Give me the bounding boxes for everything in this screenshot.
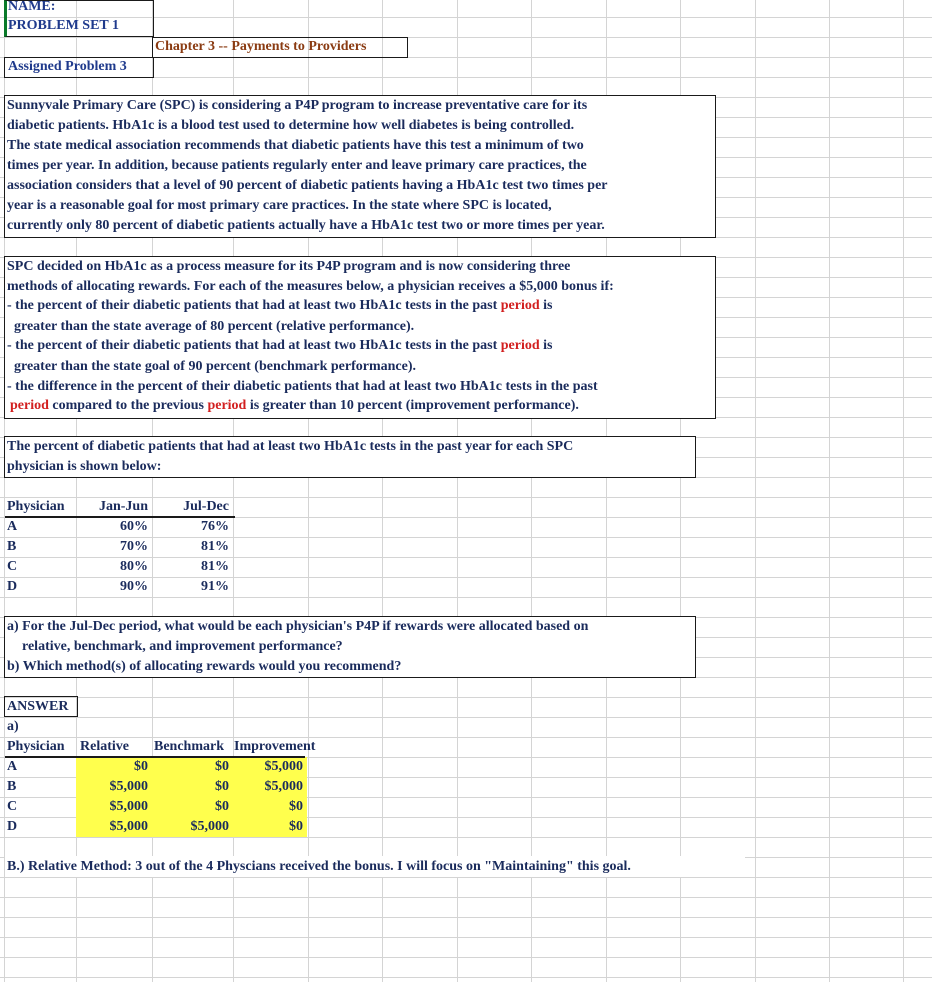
answer-header-relative: Relative [80, 739, 129, 754]
table-cell: $0 [215, 799, 229, 814]
method-relative-text: - the percent of their diabetic patients that had at least two HbA1c tests in the past [7, 298, 501, 313]
answer-header-physician: Physician [7, 739, 65, 754]
methods-line: SPC decided on HbA1c as a process measure for its P4P program and is now considering three [7, 259, 571, 274]
method-benchmark-is: is [539, 338, 553, 353]
method-benchmark-text: - the percent of their diabetic patients that had at least two HbA1c tests in the past [7, 338, 501, 353]
method-relative [7, 296, 552, 316]
intro-line: The state medical association recommends that diabetic patients have this test a minimum of two [7, 138, 584, 153]
table-cell: 81% [201, 539, 229, 554]
table-cell: $5,000 [264, 779, 303, 794]
table-cell: $5,000 [109, 779, 148, 794]
intro-line: association considers that a level of 90 percent of diabetic patients having a HbA1c test two times per [7, 178, 608, 193]
table1-header-juldec: Jul-Dec [183, 499, 229, 514]
intro-line: times per year. In addition, because patients regularly enter and leave primary care practices, the [7, 158, 587, 173]
table-row: C [7, 559, 18, 574]
intro-line: Sunnyvale Primary Care (SPC) is considering a P4P program to increase preventative care for its [7, 98, 588, 113]
intro-line: diabetic patients. HbA1c is a blood test used to determine how well diabetes is being controlled. [7, 118, 575, 133]
assigned-problem: Assigned Problem 3 [8, 59, 127, 74]
table-row: D [7, 819, 18, 834]
method-benchmark [7, 336, 552, 356]
table-row: D [7, 579, 18, 594]
question-a-cont: relative, benchmark, and improvement performance? [22, 639, 343, 654]
period-word: period [10, 398, 49, 413]
table-cell: $0 [134, 759, 148, 774]
table-cell: 91% [201, 579, 229, 594]
method-improvement: - the difference in the percent of their diabetic patients that had at least two HbA1c tests in the past [7, 379, 598, 394]
table-cell: $5,000 [109, 799, 148, 814]
method-benchmark-cont: greater than the state goal of 90 percent (benchmark performance). [14, 359, 417, 374]
table-cell: 81% [201, 559, 229, 574]
intro-line: currently only 80 percent of diabetic patients actually have a HbA1c test two or more times per year. [7, 218, 605, 233]
name-label: NAME: [8, 0, 56, 14]
answer-header-improvement: Improvement [234, 739, 316, 754]
question-b: b) Which method(s) of allocating rewards would you recommend? [7, 659, 402, 674]
method-improvement-end: is greater than 10 percent (improvement performance). [246, 398, 579, 413]
table-cell: $5,000 [109, 819, 148, 834]
answer-part-b: B.) Relative Method: 3 out of the 4 Physcians received the bonus. I will focus on "Maintaining" this goal. [7, 859, 631, 874]
answer-part-a: a) [7, 719, 19, 734]
period-word: period [500, 338, 540, 353]
chapter-title: Chapter 3 -- Payments to Providers [155, 39, 367, 54]
answer-label: ANSWER [7, 699, 69, 714]
question-a: a) For the Jul-Dec period, what would be each physician's P4P if rewards were allocated based on [7, 619, 589, 634]
period-word: period [500, 298, 540, 313]
problem-set-title: PROBLEM SET 1 [8, 18, 119, 33]
table-row: A [7, 519, 18, 534]
table-cell: 90% [120, 579, 148, 594]
table-cell: $0 [289, 799, 303, 814]
method-relative-cont: greater than the state average of 80 percent (relative performance). [14, 319, 415, 334]
percent-intro-line: physician is shown below: [7, 459, 162, 474]
percent-intro-line: The percent of diabetic patients that had at least two HbA1c tests in the past year for each SPC [7, 439, 574, 454]
table-cell: 70% [120, 539, 148, 554]
methods-line: methods of allocating rewards. For each of the measures below, a physician receives a $5,000 bonus if: [7, 279, 614, 294]
method-improvement-text: compared to the previous [48, 398, 208, 413]
table-cell: $0 [215, 759, 229, 774]
answer-header-benchmark: Benchmark [154, 739, 224, 754]
table-cell: $0 [215, 779, 229, 794]
table1-header-physician: Physician [7, 499, 65, 514]
table1-header-janjun: Jan-Jun [98, 499, 148, 514]
table-cell: $5,000 [190, 819, 229, 834]
table-cell: $5,000 [264, 759, 303, 774]
table-cell: 60% [120, 519, 148, 534]
table-row: B [7, 539, 17, 554]
table-row: C [7, 799, 18, 814]
period-word: period [207, 398, 247, 413]
table-cell: 76% [201, 519, 229, 534]
table-cell: $0 [289, 819, 303, 834]
method-relative-is: is [539, 298, 553, 313]
table-row: B [7, 779, 17, 794]
method-improvement-cont [10, 396, 579, 416]
table-cell: 80% [120, 559, 148, 574]
intro-line: year is a reasonable goal for most primary care practices. In the state where SPC is located, [7, 198, 552, 213]
table-row: A [7, 759, 18, 774]
